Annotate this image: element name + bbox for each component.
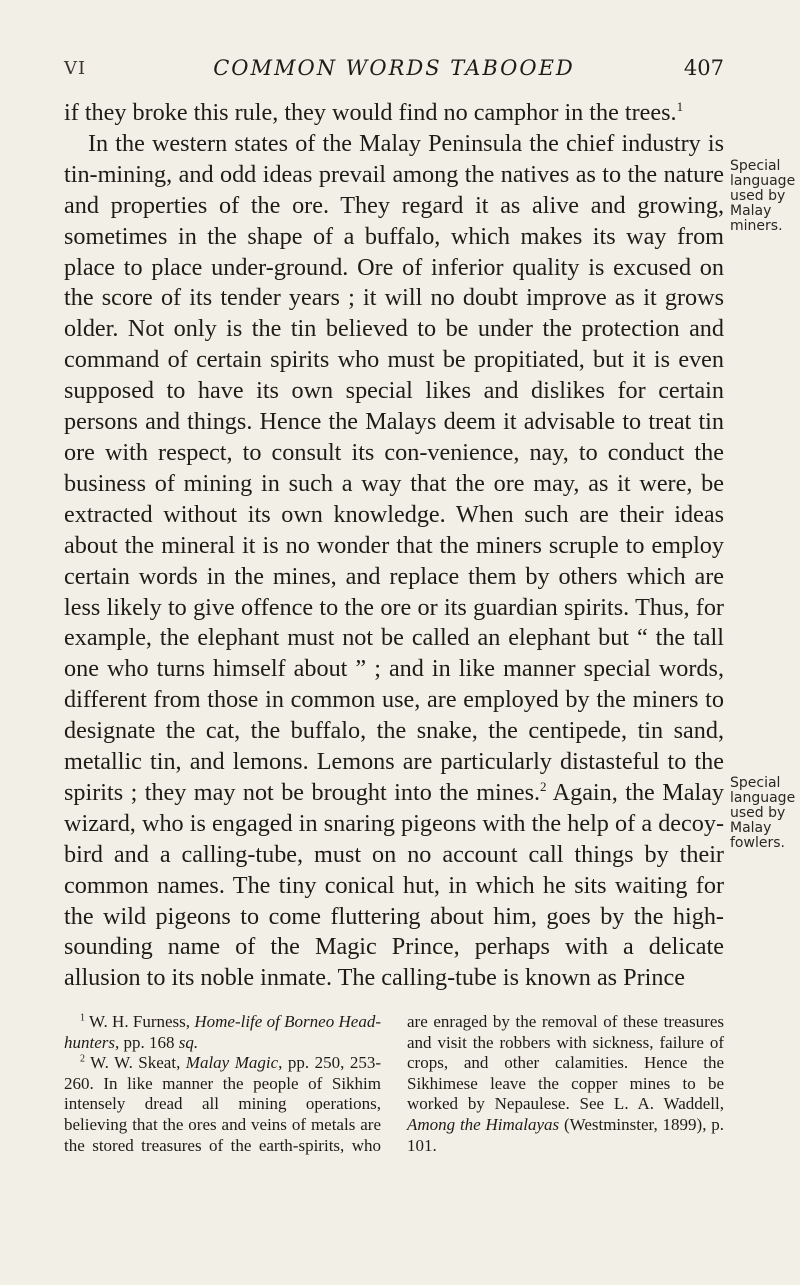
sidenote-line: used by	[730, 188, 786, 204]
page-number: 407	[683, 56, 724, 80]
footnote-author: W. H. Furness,	[85, 1012, 195, 1031]
paragraph-camphor	[64, 98, 724, 129]
footnotes	[64, 1012, 724, 1252]
sidenote-line: Special	[730, 158, 781, 174]
sidenote-line: language	[730, 790, 796, 806]
paragraph-text: if they broke this rule, they would find no camphor in the trees.	[64, 99, 677, 126]
footnote-mark: 2	[80, 1053, 85, 1065]
footnote-book-title: Malay Magic	[185, 1053, 279, 1073]
sidenote-line: used by	[730, 805, 786, 821]
footnote-author: W. W. Skeat,	[85, 1053, 186, 1073]
footnote-1	[64, 1012, 381, 1053]
footnote-text: , pp. 250, 253-260. In like manner the people of Sikhim intensely dread all mining operations, believing that the ores and veins of metals are the stored treasures of the earth-spirits, who are enraged by the removal of these treasures and visit the robbers with sickness, failure of crops, and other calamities. Hence the Sikhimese leave the copper mines to be worked by Nepaulese. See L. A. Waddell,	[64, 1012, 724, 1155]
sidenote-line: Special	[730, 775, 781, 791]
main-text	[64, 98, 724, 994]
sidenote-malay-miners	[730, 159, 796, 234]
sidenote-line: miners.	[730, 218, 783, 234]
chapter-title: COMMON WORDS TABOOED	[213, 56, 575, 80]
footnote-book-title: Among the Himalayas	[407, 1114, 560, 1134]
footnote-book-title: Home-life of Borneo Head-hunters	[64, 1012, 381, 1052]
paragraph-tin-mining	[64, 129, 724, 994]
chapter-number: VI	[64, 58, 87, 79]
sidenote-line: Malay	[730, 203, 772, 219]
sidenote-line: Malay	[730, 820, 772, 836]
footnote-mark: 1	[80, 1012, 85, 1024]
footnote-ref: 2	[540, 778, 547, 794]
sidenote-line: fowlers.	[730, 835, 785, 851]
footnote-text-end: (Westminster, 1899), p. 101.	[407, 1114, 725, 1155]
sidenote-malay-fowlers	[730, 776, 796, 851]
footnote-sq: sq.	[178, 1032, 199, 1052]
running-head	[64, 56, 724, 86]
paragraph-text: In the western states of the Malay Peninsula the chief industry is tin-mining, and odd ideas prevail among the natives as to the nature and properties of the ore. They regard it as alive and growing, sometimes in the shape of a buffalo, which makes its way from place to place under-ground. Ore of inferior quality is excused on the score of its tender years ; it will no doubt improve as it grows older. Not only is the tin believed to be under the protection and command of certain spirits who must be propitiated, but it is even supposed to have its own special likes and dislikes for certain persons and things. Hence the Malays deem it advisable to treat tin ore with respect, to consult its con-venience, nay, to conduct the business of mining in such a way that the ore may, as it were, be extracted without its own knowledge. When such are their ideas about the mineral it is no wonder that the miners scruple to employ certain words in the mines, and replace them by others which are less likely to give offence to the ore or its guardian spirits. Thus, for example, the elephant must not be called an elephant but “ the tall one who turns himself about ” ; and in like manner special words, different from those in common use, are employed by the miners to designate the cat, the buffalo, the snake, the centipede, tin sand, metallic tin, and lemons. Lemons are particularly distasteful to the spirits ; they may not be brought into the mines.	[64, 129, 724, 806]
footnote-column-left	[64, 1012, 724, 1252]
footnote-ref: 1	[676, 98, 684, 114]
paragraph-text-continued: Again, the Malay wizard, who is engaged in snaring pigeons with the help of a decoy-bird and a calling-tube, must on no account call things by their common names. The tiny conical hut, in which he sits waiting for the wild pigeons to come fluttering about him, goes by the high-sounding name of the Magic Prince, perhaps with a delicate allusion to its noble inmate. The calling-tube is known as Prince	[64, 778, 724, 992]
sidenote-line: language	[730, 173, 796, 189]
footnote-pages: , pp. 168	[115, 1032, 179, 1052]
